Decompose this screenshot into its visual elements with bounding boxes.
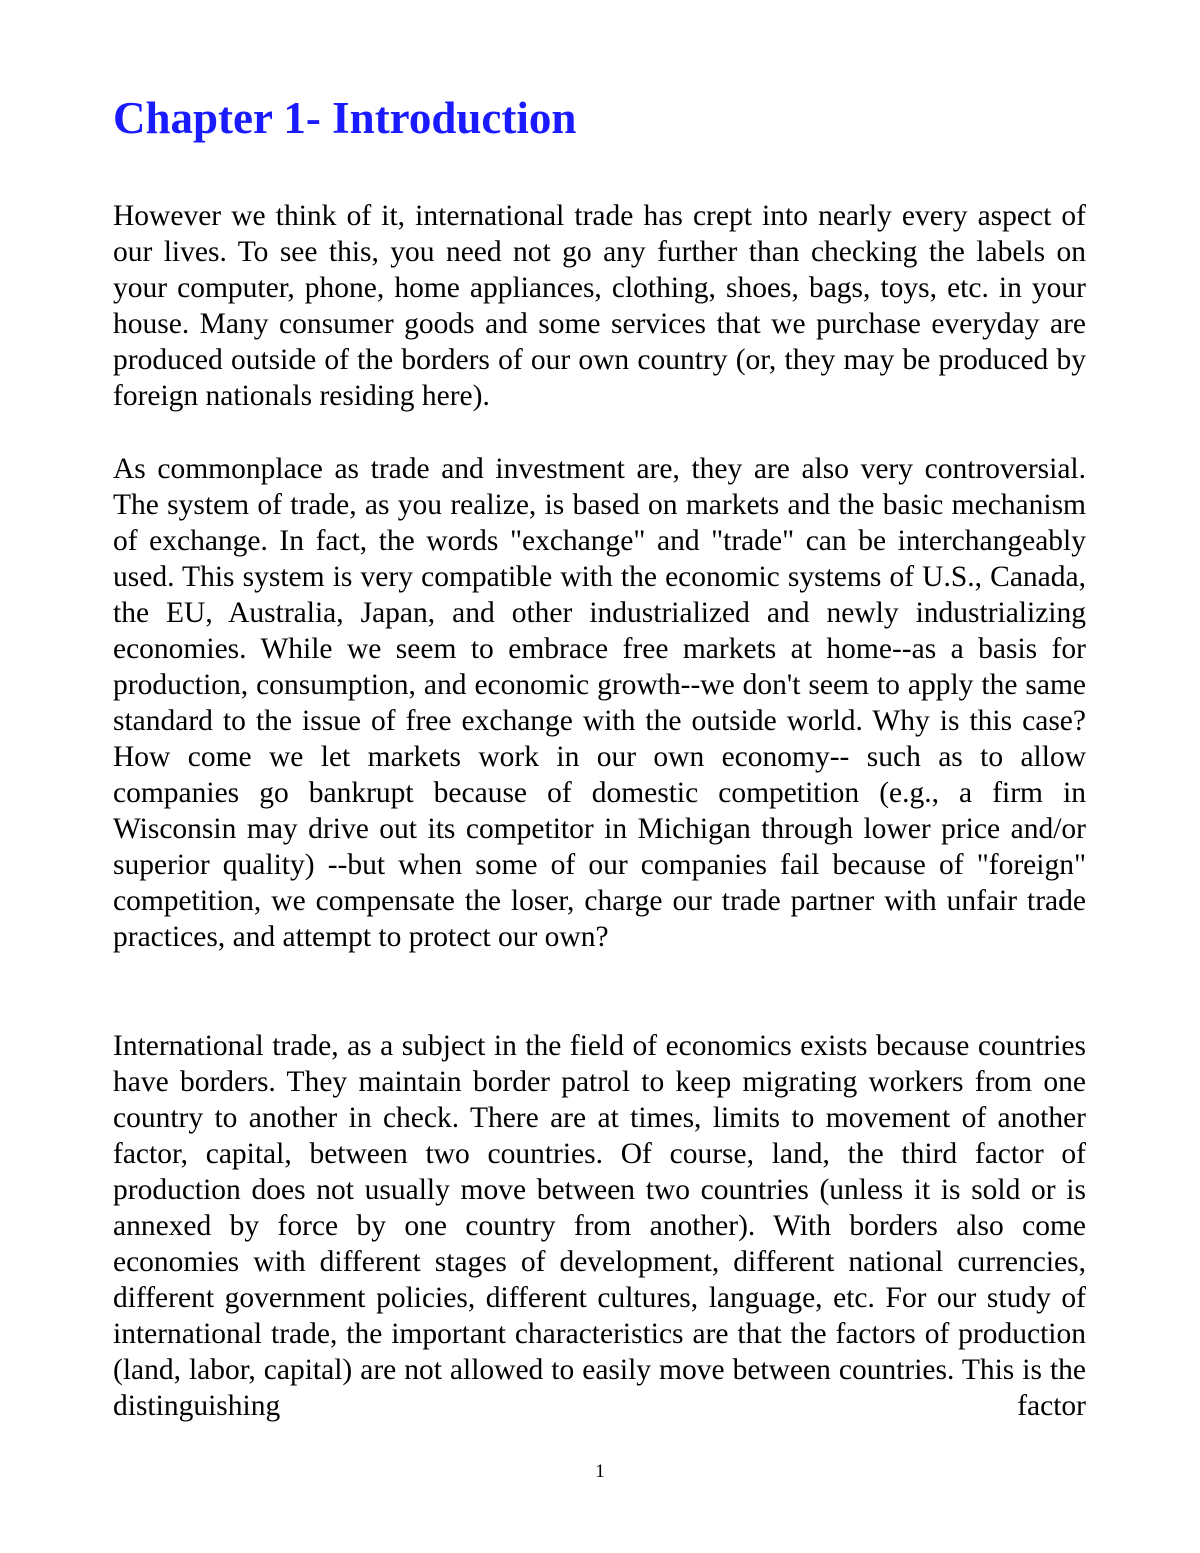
paragraph-controversy: As commonplace as trade and investment are, they are also very controversial. The system of trade, as you realize, is based on markets and the basic mechanism of exchange. In fact, the words "exchange" and "trade" can be interchangeably used. This system is very compatible with the economic systems of U.S., Canada, the EU, Australia, Japan, and other industrialized and newly industrializing economies. While we seem to embrace free markets at home--as a basis for production, consumption, and economic growth--we don't seem to apply the same standard to the issue of free exchange with the outside world. Why is this case? How come we let markets work in our own economy-- such as to allow companies go bankrupt because of domestic competition (e.g., a firm in Wisconsin may drive out its competitor in Michigan through lower price and/or superior quality) --but when some of our companies fail because of "foreign" competition, we compensate the loser, charge our trade partner with unfair trade practices, and attempt to protect our own? [113, 453, 1086, 953]
paragraph-borders: International trade, as a subject in the field of economics exists because countries have borders. They maintain border patrol to keep migrating workers from one country to another in check. There are at times, limits to movement of another factor, capital, between two countries. Of course, land, the third factor of production does not usually move between two countries (unless it is sold or is annexed by force by one country from another). With borders also come economies with different stages of development, different national currencies, different government policies, different cultures, language, etc. For our study of international trade, the important characteristics are that the factors of production (land, labor, capital) are not allowed to easily move between countries. This is the distinguishing factor [113, 1030, 1086, 1422]
page-number: 1 [595, 1461, 605, 1482]
paragraph-intro: However we think of it, international trade has crept into nearly every aspect of our lives. To see this, you need not go any further than checking the labels on your computer, phone, home appliances, clothing, shoes, bags, toys, etc. in your house. Many consumer goods and some services that we purchase everyday are produced outside of the borders of our own country (or, they may be produced by foreign nationals residing here). [113, 200, 1086, 412]
chapter-title: Chapter 1- Introduction [113, 93, 577, 143]
